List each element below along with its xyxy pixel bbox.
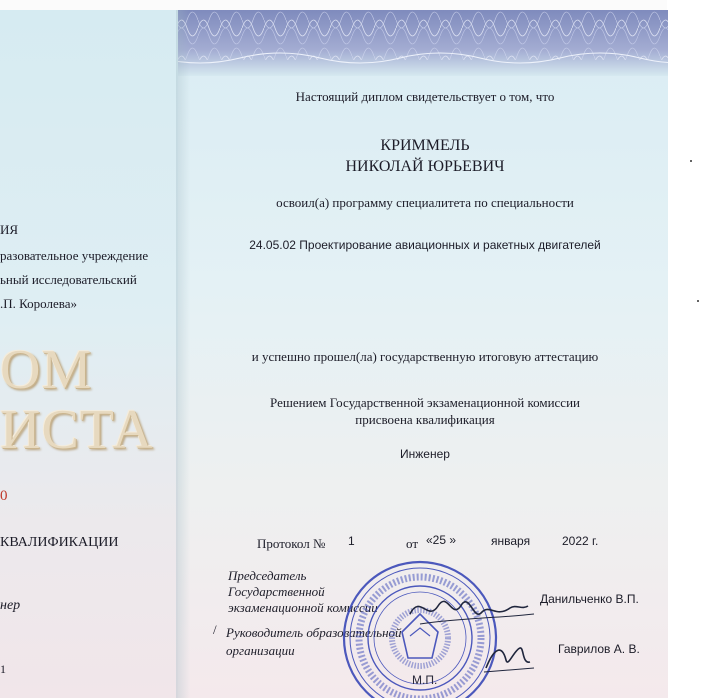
stamp-place-label: М.П. — [412, 673, 438, 687]
protocol-from-label: от — [406, 536, 419, 551]
scan-speck — [697, 300, 699, 302]
graduate-surname: КРИММЕЛЬ — [380, 137, 470, 154]
decision-text: присвоена квалификация — [355, 412, 495, 427]
diploma-spread — [0, 10, 668, 698]
head-title: Руководитель образовательной — [226, 625, 402, 640]
diploma-title-line: ОМ — [0, 339, 93, 401]
program-intro: освоил(а) программу специалитета по специальности — [276, 195, 574, 210]
protocol-month: января — [491, 534, 531, 548]
protocol-day: «25 » — [426, 533, 457, 547]
chairman-signature — [400, 588, 540, 634]
diploma-title-line: ИСТА — [0, 399, 154, 461]
head-title: организации — [226, 643, 295, 658]
protocol-year: 2022 г. — [562, 534, 599, 548]
qualification-heading: КВАЛИФИКАЦИИ — [0, 535, 119, 550]
scan-speck — [690, 160, 692, 162]
head-name: Гаврилов А. В. — [558, 642, 640, 656]
protocol-label: Протокол № — [257, 536, 326, 551]
left-page-mark: 1 — [0, 662, 6, 676]
decision-text: Решением Государственной экзаменационной комиссии — [270, 395, 580, 410]
graduate-name: НИКОЛАЙ ЮРЬЕВИЧ — [345, 158, 505, 175]
left-line-institution: ИЯ — [0, 222, 19, 237]
diploma-intro: Настоящий диплом свидетельствует о том, что — [295, 89, 555, 104]
left-line-institution: .П. Королева» — [0, 296, 77, 311]
chairman-title: Председатель — [228, 568, 307, 583]
page-fold — [176, 10, 190, 698]
left-page — [0, 10, 178, 698]
head-signature — [480, 638, 540, 678]
chairman-title: экзаменационной комиссии — [228, 600, 378, 615]
chairman-title: Государственной — [228, 584, 325, 599]
pen-tick: / — [213, 622, 217, 637]
chairman-name: Данильченко В.П. — [540, 592, 639, 606]
awarded-qualification: Инженер — [400, 447, 450, 461]
left-line-institution: ьный исследовательский — [0, 272, 137, 287]
scan-margin — [667, 0, 707, 698]
left-line-institution: разовательное учреждение — [0, 248, 149, 263]
attestation-text: и успешно прошел(ла) государственную итоговую аттестацию — [251, 349, 599, 364]
protocol-number: 1 — [348, 534, 355, 548]
diploma-number: 0 — [0, 488, 8, 504]
qualification-value: нер — [0, 598, 21, 613]
specialty: 24.05.02 Проектирование авиационных и ракетных двигателей — [249, 238, 601, 252]
